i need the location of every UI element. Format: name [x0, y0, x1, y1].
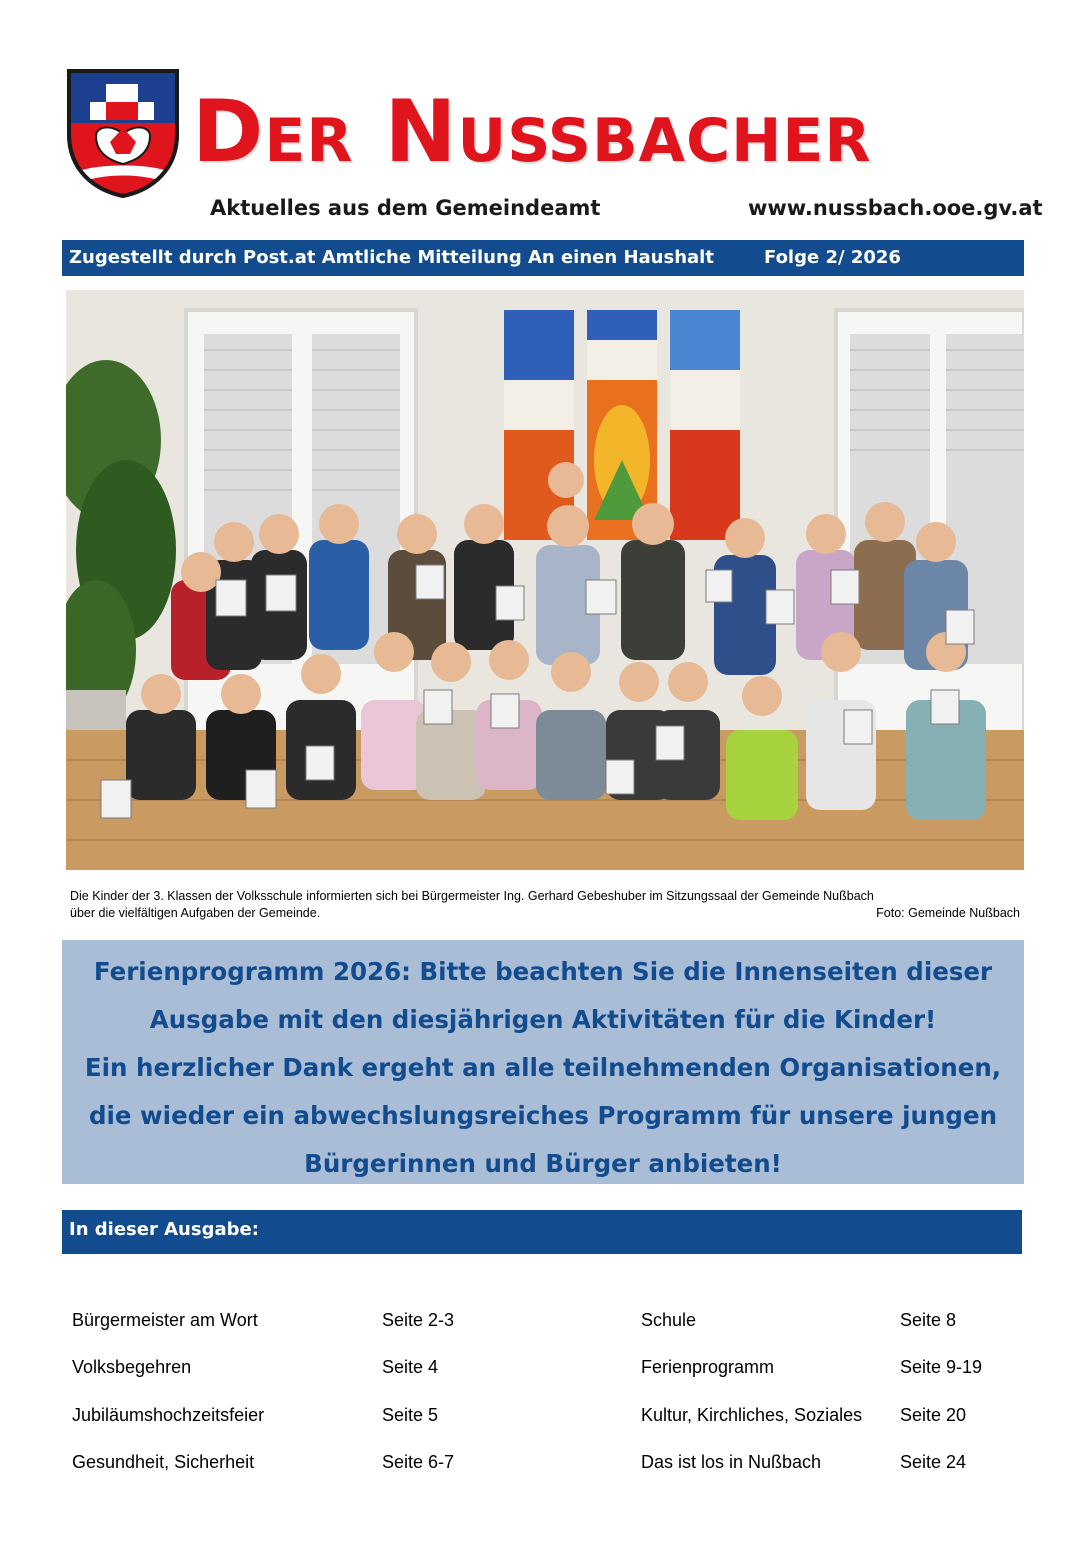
toc-title: Kultur, Kirchliches, Soziales	[641, 1405, 863, 1425]
website-link[interactable]: www.nussbach.ooe.gv.at	[748, 196, 1043, 220]
toc-title: Gesundheit, Sicherheit	[72, 1452, 255, 1472]
issue-number: Folge 2/ 2026	[764, 247, 901, 268]
toc-page: Seite 2-3	[382, 1310, 455, 1330]
notice-paragraph-1: Ferienprogramm 2026: Bitte beachten Sie die Innenseiten dieser Ausgabe mit den diesjährigen Aktivitäten für die Kinder!	[93, 957, 993, 1034]
notice-paragraph-2: Ein herzlicher Dank ergeht an alle teilnehmenden Organisationen, die wieder ein abwechslungsreiches Programm für unsere jungen Bürgerinnen und Bürger anbieten!	[84, 1053, 1002, 1178]
toc-title: Schule	[641, 1310, 697, 1330]
masthead-title: Der Nußbacher	[192, 82, 872, 182]
toc-title: Ferienprogramm	[641, 1357, 775, 1377]
toc-title: Volksbegehren	[72, 1357, 192, 1377]
municipal-crest-icon	[66, 68, 180, 198]
toc-page: Seite 24	[900, 1452, 967, 1472]
toc-page: Seite 4	[382, 1357, 439, 1377]
glass-art-panels	[504, 310, 740, 540]
toc-title: Das ist los in Nußbach	[641, 1452, 822, 1472]
toc-page: Seite 5	[382, 1405, 439, 1425]
holiday-program-notice	[62, 940, 1024, 1184]
caption-line-1: Die Kinder der 3. Klassen der Volksschule informierten sich bei Bürgermeister Ing. Gerhard Gebeshuber im Sitzungssaal der Gemeinde Nußbach	[70, 889, 874, 903]
photo-caption	[70, 888, 1020, 922]
toc-page: Seite 8	[900, 1310, 957, 1330]
cover-photo	[66, 290, 1024, 870]
photo-credit: Foto: Gemeinde Nußbach	[876, 906, 1020, 920]
toc-page: Seite 20	[900, 1405, 967, 1425]
toc-title: Jubiläumshochzeitsfeier	[72, 1405, 265, 1425]
toc-title: Bürgermeister am Wort	[72, 1310, 258, 1330]
toc-page: Seite 6-7	[382, 1452, 455, 1472]
tagline: Aktuelles aus dem Gemeindeamt	[210, 196, 601, 220]
caption-line-2: über die vielfältigen Aufgaben der Gemeinde.	[70, 906, 321, 920]
delivery-notice: Zugestellt durch Post.at Amtliche Mitteilung An einen Haushalt	[69, 247, 714, 268]
toc-page: Seite 9-19	[900, 1357, 983, 1377]
contents-heading: In dieser Ausgabe:	[62, 1210, 1022, 1254]
delivery-info-bar	[62, 240, 1024, 276]
